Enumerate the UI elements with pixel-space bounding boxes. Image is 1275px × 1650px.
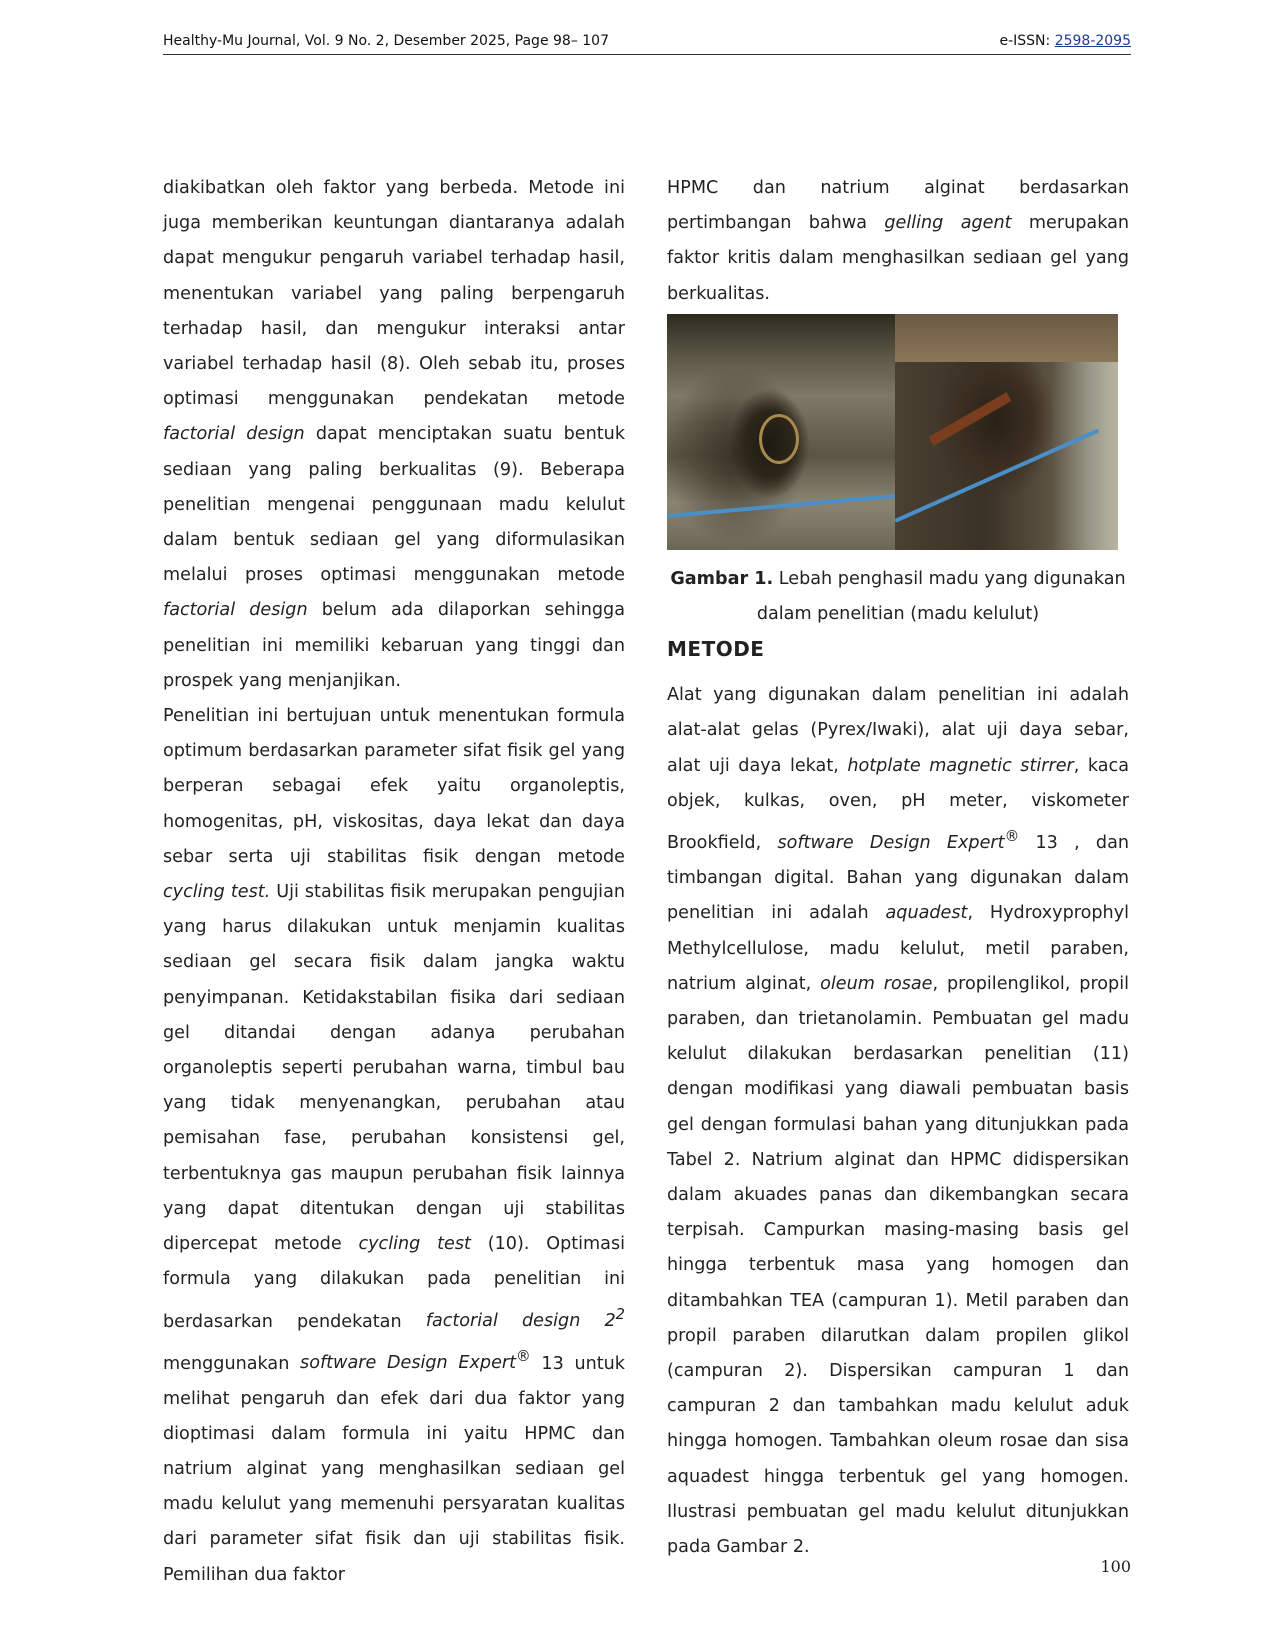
paragraph-research-aim: Penelitian ini bertujuan untuk menentukan formula optimum berdasarkan parameter sifat fisik gel yang berperan sebagai efek yaitu organoleptis, homogenitas, pH, viskositas, daya lekat dan daya sebar serta uji stabilitas fisik dengan metode cycling test. Uji stabilitas fisik merupakan pengujian yang harus dilakukan untuk menjamin kualitas sediaan gel secara fisik dalam jangka waktu penyimpanan. Ketidakstabilan fisika dari sediaan gel ditandai dengan adanya perubahan organoleptis seperti perubahan warna, timbul bau yang tidak menyenangkan, perubahan atau pemisahan fase, perubahan konsistensi gel, terbentuknya gas maupun perubahan fisik lainnya yang dapat ditentukan dengan uji stabilitas dipercepat metode cycling test (10). Optimasi formula yang dilakukan pada penelitian ini berdasarkan pendekatan factorial design $2^2$ menggunakan software Design Expert® 13 untuk melihat pengaruh dan efek dari dua faktor yang dioptimasi dalam formula ini yaitu HPMC dan natrium alginat yang menghasilkan sediaan gel madu kelulut yang memenuhi persyaratan kualitas dari parameter sifat fisik dan uji stabilitas fisik. Pemilihan dua faktor (163, 706, 626, 1585)
stingless-bee-nest-photo-left (667, 314, 895, 550)
page-number: 100 (1100, 1557, 1131, 1576)
stingless-bee-nest-photo-right (895, 314, 1118, 550)
running-header (163, 30, 1131, 55)
blue-rope (667, 494, 894, 518)
paragraph-methods: Alat yang digunakan dalam penelitian ini adalah alat-alat gelas (Pyrex/Iwaki), alat uji daya sebar, alat uji daya lekat, hotplate magnetic stirrer, kaca objek, kulkas, oven, pH meter, viskometer Brookfield, software Design Expert® 13 , dan timbangan digital. Bahan yang digunakan dalam penelitian ini adalah aquadest, Hydroxyprophyl Methylcellulose, madu kelulut, metil paraben, natrium alginat, oleum rosae, propilenglikol, propil paraben, dan trietanolamin. Pembuatan gel madu kelulut dilakukan berdasarkan penelitian (11) dengan modifikasi yang diawali pembuatan basis gel dengan formulasi bahan yang ditunjukkan pada Tabel 2. Natrium alginat dan HPMC didispersikan dalam akuades panas dan dikembangkan secara terpisah. Campurkan masing-masing basis gel hingga terbentuk masa yang homogen dan ditambahkan TEA (campuran 1). Metil paraben dan propil paraben dilarutkan dalam propilen glikol (campuran 2). Dispersikan campuran 1 dan campuran 2 dan tambahkan madu kelulut aduk hingga homogen. Tambahkan oleum rosae dan sisa aquadest hingga terbentuk gel yang homogen. Ilustrasi pembuatan gel madu kelulut ditunjukkan pada Gambar 2. (667, 685, 1130, 1557)
left-column (163, 171, 625, 1593)
nest-entrance (759, 414, 799, 464)
figure-1-photos (667, 314, 1118, 550)
issn (999, 33, 1131, 49)
paragraph-method-advantages: diakibatkan oleh faktor yang berbeda. Metode ini juga memberikan keuntungan diantaranya adalah dapat mengukur pengaruh variabel terhadap hasil, menentukan variabel yang paling berpengaruh terhadap hasil, dan mengukur interaksi antar variabel terhadap hasil (8). Oleh sebab itu, proses optimasi menggunakan pendekatan metode factorial design dapat menciptakan suatu bentuk sediaan yang paling berkualitas (9). Beberapa penelitian mengenai penggunaan madu kelulut dalam bentuk sediaan gel yang diformulasikan melalui proses optimasi menggunakan metode factorial design belum ada dilaporkan sehingga penelitian ini memiliki kebaruan yang tinggi dan prospek yang menjanjikan. (163, 178, 626, 691)
paragraph-gelling-agent: HPMC dan natrium alginat berdasarkan pertimbangan bahwa gelling agent merupakan faktor kritis dalam menghasilkan sediaan gel yang berkualitas. (667, 178, 1130, 304)
nest-tube (929, 392, 1012, 446)
issn-link[interactable]: 2598-2095 (1054, 33, 1131, 49)
section-title-metode: METODE (667, 637, 765, 662)
issn-label: e-ISSN: (999, 33, 1055, 49)
journal-citation: Healthy-Mu Journal, Vol. 9 No. 2, Desember 2025, Page 98– 107 (163, 33, 609, 49)
right-column (667, 171, 1129, 1565)
blue-rope (895, 428, 1100, 522)
figure-1-caption: Gambar 1. Lebah penghasil madu yang digunakan dalam penelitian (madu kelulut) (670, 568, 1126, 625)
